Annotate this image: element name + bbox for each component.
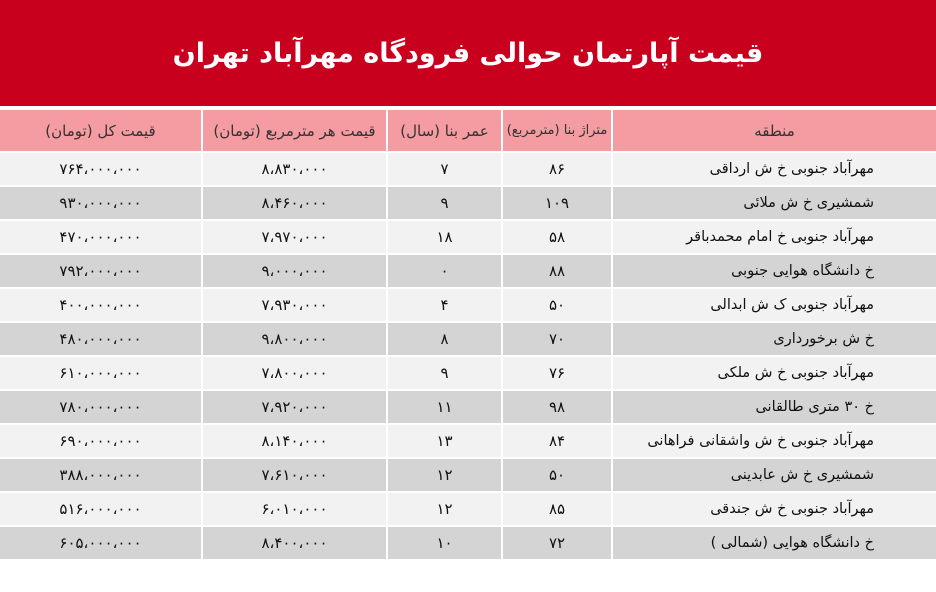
cell-price-per-meter: ۷،۹۲۰،۰۰۰: [201, 391, 386, 423]
cell-region: مهرآباد جنوبی خ امام محمدباقر: [611, 221, 936, 253]
table-row: [0, 459, 936, 491]
table-row: [0, 153, 936, 185]
cell-region: خ دانشگاه هوایی (شمالی ): [611, 527, 936, 559]
cell-region: شمشیری خ ش عابدینی: [611, 459, 936, 491]
cell-area: ۸۸: [501, 255, 611, 287]
header-age: عمر بنا (سال): [386, 110, 501, 151]
table-row: [0, 527, 936, 559]
cell-age: ۱۲: [386, 493, 501, 525]
cell-area: ۵۰: [501, 289, 611, 321]
cell-area: ۱۰۹: [501, 187, 611, 219]
table-row: [0, 289, 936, 321]
cell-price-per-meter: ۶،۰۱۰،۰۰۰: [201, 493, 386, 525]
table-row: [0, 493, 936, 525]
header-price-per-meter: قیمت هر مترمربع (تومان): [201, 110, 386, 151]
cell-area: ۷۶: [501, 357, 611, 389]
cell-price-per-meter: ۸،۸۳۰،۰۰۰: [201, 153, 386, 185]
cell-total-price: ۵۱۶،۰۰۰،۰۰۰: [0, 493, 201, 525]
cell-area: ۷۰: [501, 323, 611, 355]
cell-total-price: ۶۱۰،۰۰۰،۰۰۰: [0, 357, 201, 389]
cell-price-per-meter: ۸،۴۰۰،۰۰۰: [201, 527, 386, 559]
cell-region: شمشیری خ ش ملائی: [611, 187, 936, 219]
cell-price-per-meter: ۷،۸۰۰،۰۰۰: [201, 357, 386, 389]
cell-price-per-meter: ۸،۴۶۰،۰۰۰: [201, 187, 386, 219]
cell-total-price: ۶۹۰،۰۰۰،۰۰۰: [0, 425, 201, 457]
cell-total-price: ۴۰۰،۰۰۰،۰۰۰: [0, 289, 201, 321]
cell-region: مهرآباد جنوبی خ ش واشقانی فراهانی: [611, 425, 936, 457]
table-row: [0, 187, 936, 219]
cell-age: ۸: [386, 323, 501, 355]
cell-age: ۱۲: [386, 459, 501, 491]
cell-age: ۱۳: [386, 425, 501, 457]
header-area: متراژ بنا (مترمربع): [501, 110, 611, 151]
price-table: [0, 108, 936, 561]
cell-region: مهرآباد جنوبی خ ش جندقی: [611, 493, 936, 525]
cell-region: مهرآباد جنوبی ک ش ابدالی: [611, 289, 936, 321]
title-bar: [0, 0, 936, 106]
cell-total-price: ۳۸۸،۰۰۰،۰۰۰: [0, 459, 201, 491]
cell-age: ۹: [386, 357, 501, 389]
cell-region: خ ش برخورداری: [611, 323, 936, 355]
cell-region: مهرآباد جنوبی خ ش ملکی: [611, 357, 936, 389]
cell-price-per-meter: ۹،۰۰۰،۰۰۰: [201, 255, 386, 287]
header-row: [0, 110, 936, 151]
header-total-price: قیمت کل (تومان): [0, 110, 201, 151]
table-row: [0, 357, 936, 389]
cell-region: مهرآباد جنوبی خ ش ارداقی: [611, 153, 936, 185]
table-row: [0, 255, 936, 287]
cell-total-price: ۷۶۴،۰۰۰،۰۰۰: [0, 153, 201, 185]
cell-total-price: ۴۸۰،۰۰۰،۰۰۰: [0, 323, 201, 355]
header-region: منطقه: [611, 110, 936, 151]
cell-total-price: ۹۳۰،۰۰۰،۰۰۰: [0, 187, 201, 219]
cell-age: ۷: [386, 153, 501, 185]
cell-area: ۵۰: [501, 459, 611, 491]
cell-age: ۹: [386, 187, 501, 219]
cell-total-price: ۶۰۵،۰۰۰،۰۰۰: [0, 527, 201, 559]
cell-total-price: ۷۹۲،۰۰۰،۰۰۰: [0, 255, 201, 287]
cell-age: ۰: [386, 255, 501, 287]
table-row: [0, 425, 936, 457]
cell-area: ۸۴: [501, 425, 611, 457]
cell-price-per-meter: ۹،۸۰۰،۰۰۰: [201, 323, 386, 355]
cell-area: ۷۲: [501, 527, 611, 559]
cell-total-price: ۴۷۰،۰۰۰،۰۰۰: [0, 221, 201, 253]
page-title: قیمت آپارتمان حوالی فرودگاه مهرآباد تهران: [172, 37, 764, 69]
cell-price-per-meter: ۸،۱۴۰،۰۰۰: [201, 425, 386, 457]
cell-area: ۵۸: [501, 221, 611, 253]
cell-area: ۸۵: [501, 493, 611, 525]
cell-region: خ ۳۰ متری طالقانی: [611, 391, 936, 423]
cell-area: ۹۸: [501, 391, 611, 423]
cell-region: خ دانشگاه هوایی جنوبی: [611, 255, 936, 287]
cell-age: ۱۰: [386, 527, 501, 559]
table-row: [0, 391, 936, 423]
cell-total-price: ۷۸۰،۰۰۰،۰۰۰: [0, 391, 201, 423]
table-row: [0, 221, 936, 253]
cell-price-per-meter: ۷،۶۱۰،۰۰۰: [201, 459, 386, 491]
cell-area: ۸۶: [501, 153, 611, 185]
cell-price-per-meter: ۷،۹۷۰،۰۰۰: [201, 221, 386, 253]
table-row: [0, 323, 936, 355]
cell-price-per-meter: ۷،۹۳۰،۰۰۰: [201, 289, 386, 321]
cell-age: ۴: [386, 289, 501, 321]
cell-age: ۱۸: [386, 221, 501, 253]
cell-age: ۱۱: [386, 391, 501, 423]
